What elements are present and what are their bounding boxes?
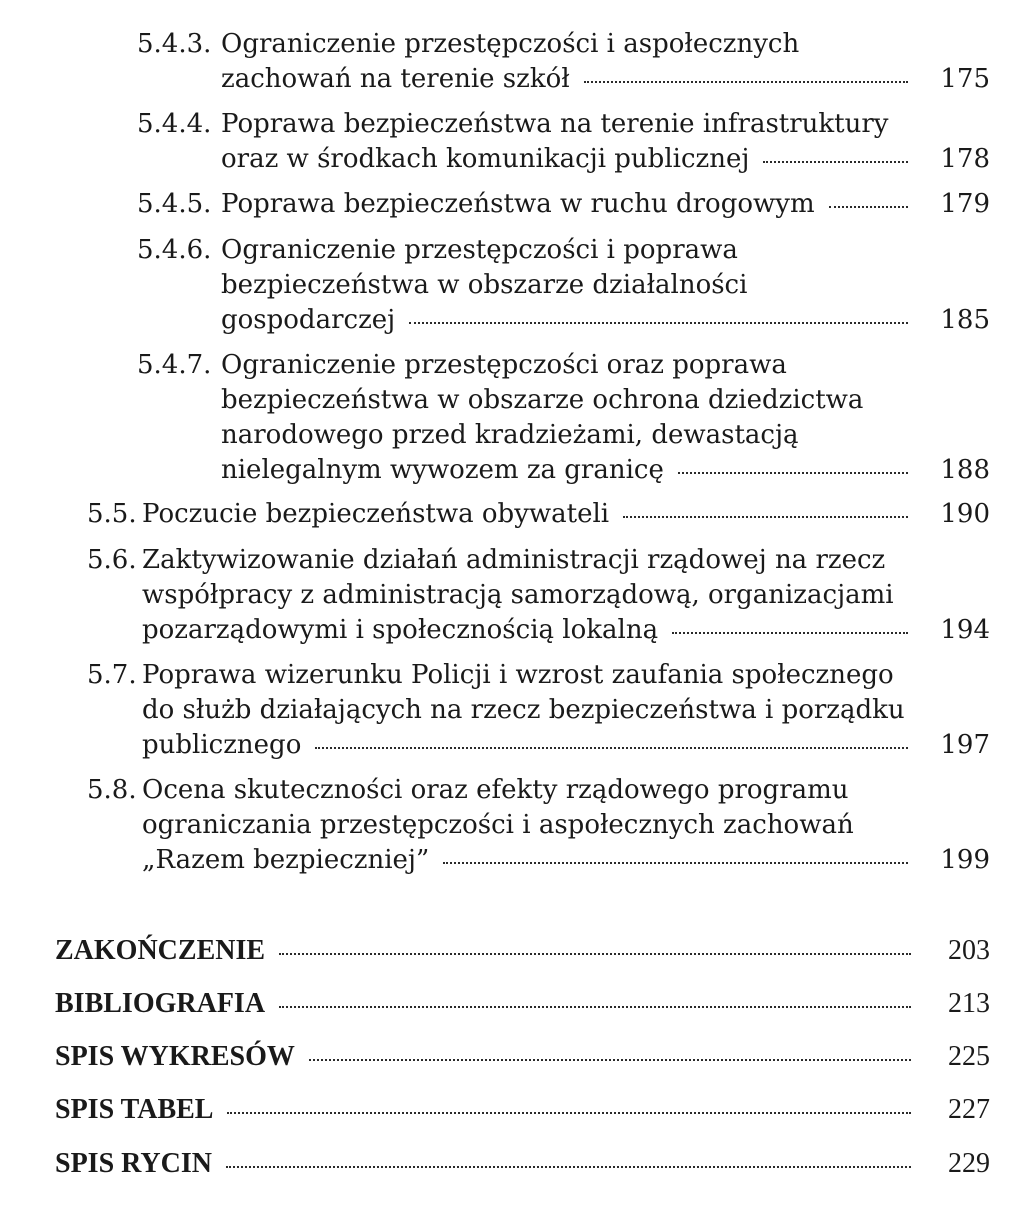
entry-title-line: narodowego przed kradzieżami, dewastacją (221, 420, 799, 450)
entry-number: 5.5. (87, 499, 137, 529)
entry-number: 5.8. (87, 775, 137, 805)
entry-title-line (142, 843, 912, 878)
entry-title-line (221, 142, 912, 177)
entry-title-line: do służb działających na rzecz bezpieczeństwa i porządku (142, 695, 905, 725)
dot-leader (226, 1166, 911, 1168)
entry-number: 5.6. (87, 545, 137, 575)
entry-title-line (221, 303, 912, 338)
page-number: 185 (940, 305, 990, 335)
entry-title-line: Ocena skuteczności oraz efekty rządowego programu (142, 775, 849, 805)
dot-leader (443, 862, 908, 864)
entry-title-text: zachowań na terenie szkół (221, 64, 570, 94)
page-number: 178 (940, 144, 990, 174)
page-number: 197 (940, 730, 990, 760)
entry-title-text: gospodarczej (221, 305, 396, 335)
page-number: 225 (948, 1041, 990, 1072)
entry-title-text: pozarządowymi i społecznością lokalną (142, 615, 659, 645)
entry-title-line: Ograniczenie przestępczości i aspołecznych (221, 29, 800, 59)
page-number: 203 (948, 935, 990, 966)
entry-title-line (221, 187, 912, 222)
page-number: 229 (948, 1148, 990, 1179)
entry-title-text: nielegalnym wywozem za granicę (221, 455, 664, 485)
dot-leader (309, 1059, 911, 1061)
dot-leader (315, 747, 908, 749)
section-title-line (55, 986, 915, 1021)
dot-leader (227, 1112, 911, 1114)
entry-title-line (142, 497, 912, 532)
page-number: 227 (948, 1094, 990, 1125)
page-number: 175 (940, 64, 990, 94)
dot-leader (672, 632, 908, 634)
entry-title-text: publicznego (142, 730, 302, 760)
section-title: ZAKOŃCZENIE (55, 935, 266, 966)
dot-leader (279, 1006, 911, 1008)
page-number: 194 (940, 615, 990, 645)
entry-title-line: współpracy z administracją samorządową, organizacjami (142, 580, 894, 610)
section-title-line (55, 1039, 915, 1074)
section-title-line (55, 1092, 915, 1127)
dot-leader (584, 81, 908, 83)
entry-title-text: Poprawa bezpieczeństwa w ruchu drogowym (221, 189, 815, 219)
entry-title-text: Poczucie bezpieczeństwa obywateli (142, 499, 610, 529)
page-number: 188 (940, 455, 990, 485)
entry-title-line (221, 453, 912, 488)
entry-number: 5.4.3. (137, 29, 212, 59)
entry-title-line (142, 728, 912, 763)
entry-title-line (142, 613, 912, 648)
entry-title-line: Zaktywizowanie działań administracji rządowej na rzecz (142, 545, 886, 575)
section-title: SPIS RYCIN (55, 1148, 212, 1179)
section-title: SPIS TABEL (55, 1094, 214, 1125)
entry-title-line (221, 62, 912, 97)
entry-title-line: bezpieczeństwa w obszarze działalności (221, 270, 748, 300)
dot-leader (829, 206, 908, 208)
section-title: BIBLIOGRAFIA (55, 988, 266, 1019)
entry-title-line: bezpieczeństwa w obszarze ochrona dziedzictwa (221, 385, 864, 415)
entry-title-line: Ograniczenie przestępczości oraz poprawa (221, 350, 787, 380)
entry-number: 5.4.5. (137, 189, 212, 219)
entry-title-text: „Razem bezpieczniej” (142, 845, 430, 875)
page-number: 199 (940, 845, 990, 875)
page-number: 179 (940, 189, 990, 219)
page-number: 190 (940, 499, 990, 529)
entry-title-line: Poprawa bezpieczeństwa na terenie infrastruktury (221, 109, 889, 139)
section-title-line (55, 933, 915, 968)
entry-number: 5.4.6. (137, 235, 212, 265)
entry-title-line: Poprawa wizerunku Policji i wzrost zaufania społecznego (142, 660, 894, 690)
dot-leader (623, 516, 908, 518)
dot-leader (279, 953, 911, 955)
dot-leader (763, 161, 908, 163)
entry-number: 5.4.7. (137, 350, 212, 380)
entry-title-text: oraz w środkach komunikacji publicznej (221, 144, 750, 174)
section-title: SPIS WYKRESÓW (55, 1041, 295, 1072)
entry-number: 5.7. (87, 660, 137, 690)
entry-title-line: Ograniczenie przestępczości i poprawa (221, 235, 738, 265)
page-number: 213 (948, 988, 990, 1019)
section-title-line (55, 1146, 915, 1181)
entry-number: 5.4.4. (137, 109, 212, 139)
entry-title-line: ograniczania przestępczości i aspołecznych zachowań (142, 810, 854, 840)
dot-leader (409, 322, 908, 324)
dot-leader (678, 472, 908, 474)
